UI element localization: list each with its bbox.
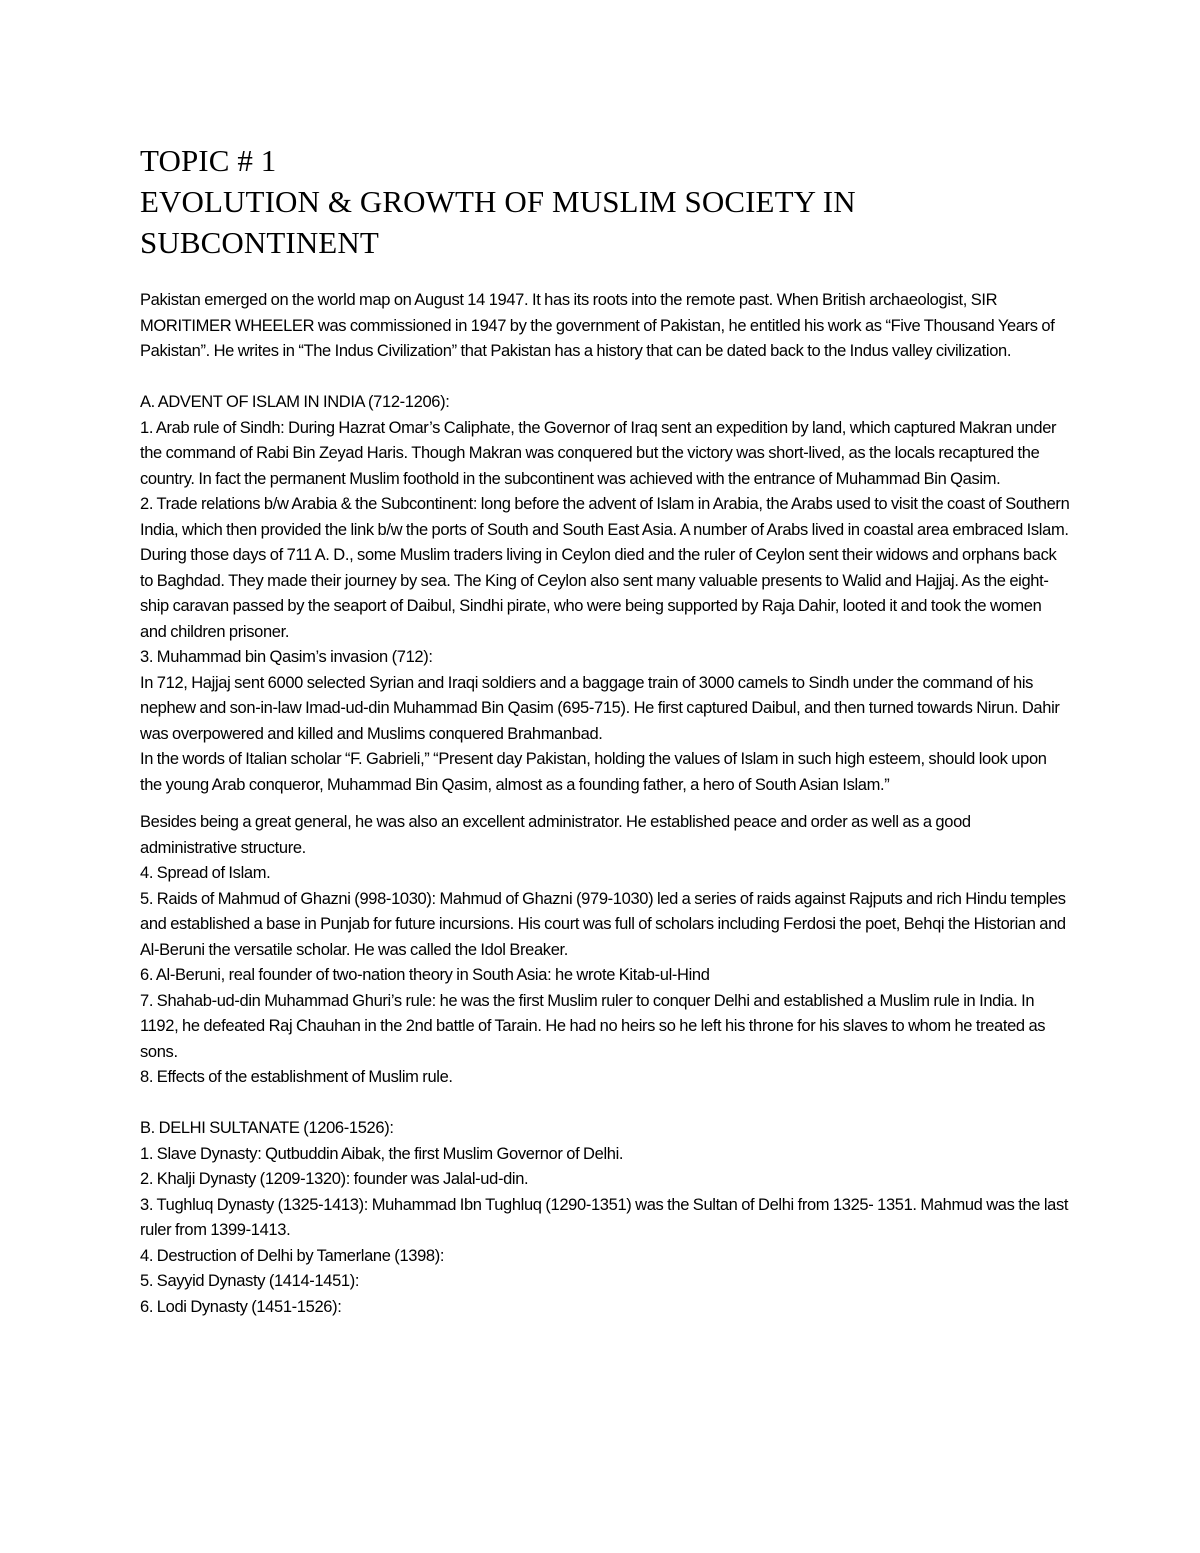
section-b-item-6: 6. Lodi Dynasty (1451-1526): bbox=[140, 1297, 342, 1316]
section-b-item-3: 3. Tughluq Dynasty (1325-1413): Muhammad Ibn Tughluq (1290-1351) was the Sultan of Delhi from 1325- 1351. Mahmud was the last ruler from 1399-1413. bbox=[140, 1195, 1069, 1239]
document-content bbox=[140, 140, 1070, 1320]
spacer bbox=[140, 365, 1070, 391]
section-b-item-4: 4. Destruction of Delhi by Tamerlane (1398): bbox=[140, 1246, 445, 1265]
section-b-item-5: 5. Sayyid Dynasty (1414-1451): bbox=[140, 1272, 360, 1290]
section-a-item-3-quote: In the words of Italian scholar “F. Gabrieli,” “Present day Pakistan, holding the values of Islam in such high esteem, should look upon the young Arab conqueror, Muhammad Bin Qasim, almost as a founding father, a hero of South Asian Islam.” bbox=[140, 750, 1047, 794]
section-a-item-6: 6. Al-Beruni, real founder of two-nation theory in South Asia: he wrote Kitab-ul-Hind bbox=[140, 966, 710, 984]
section-a-item-2: 2. Trade relations b/w Arabia & the Subcontinent: long before the advent of Islam in Arabia, the Arabs used to visit the coast of Southern India, which then provided the link b/w the ports of South and South East Asia. A number of Arabs lived in coastal area embraced Islam. During those days of 711 A. D., some Muslim traders living in Ceylon died and the ruler of Ceylon sent their widows and orphans back to Baghdad. They made their journey by sea. The King of Ceylon also sent many valuable presents to Walid and Hajjaj. As the eight-ship caravan passed by the seaport of Daibul, Sindhi pirate, who were being supported by Raja Dahir, looted it and took the women and children prisoner. bbox=[140, 495, 1070, 641]
section-a-item-3-body: In 712, Hajjaj sent 6000 selected Syrian and Iraqi soldiers and a baggage train of 3000 camels to Sindh under the command of his nephew and son-in-law Imad-ud-din Muhammad Bin Qasim (695-715). He first captured Daibul, and then turned towards Nirun. Dahir was overpowered and killed and Muslims conquered Brahmanbad. bbox=[140, 673, 1060, 743]
section-b-heading: B. DELHI SULTANATE (1206-1526): bbox=[140, 1119, 394, 1137]
section-a-item-4: 4. Spread of Islam. bbox=[140, 864, 271, 882]
section-a-heading: A. ADVENT OF ISLAM IN INDIA (712-1206): bbox=[140, 393, 450, 411]
section-a-item-8: 8. Effects of the establishment of Muslim rule. bbox=[140, 1068, 453, 1086]
section-b-item-2: 2. Khalji Dynasty (1209-1320): founder was Jalal-ud-din. bbox=[140, 1170, 529, 1188]
section-a-item-3-admin: Besides being a great general, he was also an excellent administrator. He established peace and order as well as a good administrative structure. bbox=[140, 813, 971, 857]
topic-number: TOPIC # 1 bbox=[140, 143, 277, 178]
section-a-item-1: 1. Arab rule of Sindh: During Hazrat Omar’s Caliphate, the Governor of Iraq sent an expedition by land, which captured Makran under the command of Rabi Bin Zeyad Haris. Though Makran was conquered but the victory was short-lived, as the locals recaptured the country. In fact the permanent Muslim foothold in the subcontinent was achieved with the entrance of Muhammad Bin Qasim. bbox=[140, 418, 1057, 488]
document-title bbox=[140, 140, 1070, 263]
title-line-2: SUBCONTINENT bbox=[140, 225, 379, 260]
spacer bbox=[140, 1091, 1070, 1117]
spacer bbox=[140, 798, 1070, 810]
section-a-item-3-heading: 3. Muhammad bin Qasim’s invasion (712): bbox=[140, 648, 433, 666]
intro-paragraph: Pakistan emerged on the world map on August 14 1947. It has its roots into the remote past. When British archaeologist, SIR MORITIMER WHEELER was commissioned in 1947 by the government of Pakistan, he entitled his work as “Five Thousand Years of Pakistan”. He writes in “The Indus Civilization” that Pakistan has a history that can be dated back to the Indus valley civilization. bbox=[140, 291, 1055, 360]
section-a-item-7: 7. Shahab-ud-din Muhammad Ghuri’s rule: he was the first Muslim ruler to conquer Delhi and established a Muslim rule in India. In 1192, he defeated Raj Chauhan in the 2nd battle of Tarain. He had no heirs so he left his throne for his slaves to whom he treated as sons. bbox=[140, 991, 1046, 1061]
section-b-item-1: 1. Slave Dynasty: Qutbuddin Aibak, the first Muslim Governor of Delhi. bbox=[140, 1144, 624, 1163]
title-line-1: EVOLUTION & GROWTH OF MUSLIM SOCIETY IN bbox=[140, 184, 856, 219]
section-a-item-5: 5. Raids of Mahmud of Ghazni (998-1030): Mahmud of Ghazni (979-1030) led a series of raids against Rajputs and rich Hindu temples and established a base in Punjab for future incursions. His court was full of scholars including Ferdosi the poet, Behqi the Historian and Al-Beruni the versatile scholar. He was called the Idol Breaker. bbox=[140, 889, 1066, 959]
